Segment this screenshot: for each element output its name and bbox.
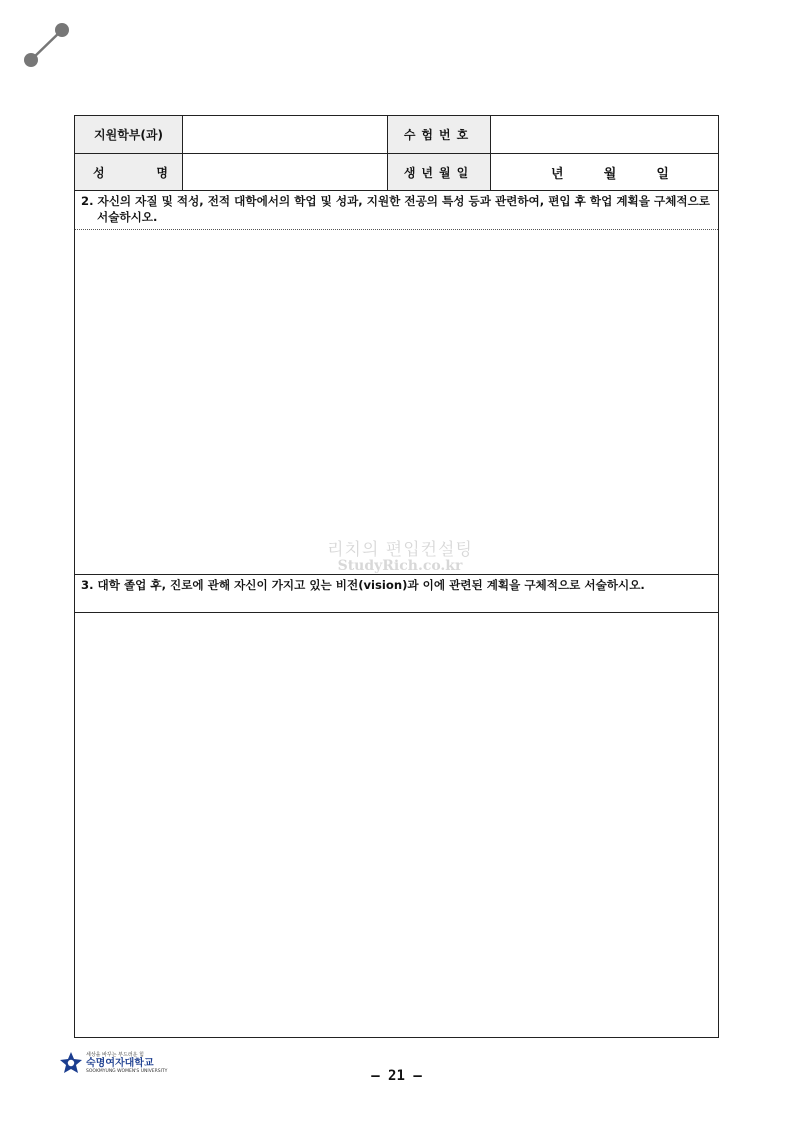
question-3-text: 3. 대학 졸업 후, 진로에 관해 자신이 가지고 있는 비전(vision)과 이에 관련된 계획을 구체적으로 서술하시오. (75, 574, 718, 613)
watermark-line-1: 리치의 편입컨설팅 (327, 540, 473, 560)
name-field[interactable] (183, 154, 388, 190)
day-unit: 일 (656, 166, 669, 182)
corner-decoration (0, 0, 80, 80)
header-row-2 (75, 154, 718, 191)
name-label-part-1: 성 (93, 165, 105, 180)
header-row-1 (75, 116, 718, 154)
year-unit: 년 (551, 166, 564, 182)
watermark (320, 535, 480, 574)
application-form (74, 115, 719, 1038)
watermark-line-2: StudyRich.co.kr (337, 558, 463, 574)
month-unit: 월 (603, 166, 617, 182)
logo-english-name: SOOKMYUNG WOMEN'S UNIVERSITY (86, 1069, 168, 1075)
university-logo (60, 1052, 167, 1076)
name-label-part-2: 명 (156, 165, 168, 180)
question-2-answer-area[interactable] (75, 230, 718, 574)
exam-number-label: 수험번호 (388, 116, 491, 153)
dob-field[interactable] (491, 154, 719, 190)
dept-field[interactable] (183, 116, 388, 153)
dept-label: 지원학부(과) (75, 116, 183, 153)
logo-name: 숙명여자대학교 (86, 1058, 154, 1070)
page-number: – 21 – (371, 1068, 422, 1084)
logo-slogan: 세상을 바꾸는 부드러운 힘 (86, 1052, 144, 1059)
question-2-text: 2. 자신의 자질 및 적성, 전적 대학에서의 학업 및 성과, 지원한 전공의 특성 등과 관련하여, 편입 후 학업 계획을 구체적으로 서술하시오. (75, 191, 718, 230)
star-emblem-icon (60, 1052, 82, 1076)
name-label (75, 154, 183, 190)
exam-number-field[interactable] (491, 116, 719, 153)
dob-label: 생년월일 (388, 154, 491, 190)
question-3-answer-area[interactable] (75, 613, 718, 1037)
